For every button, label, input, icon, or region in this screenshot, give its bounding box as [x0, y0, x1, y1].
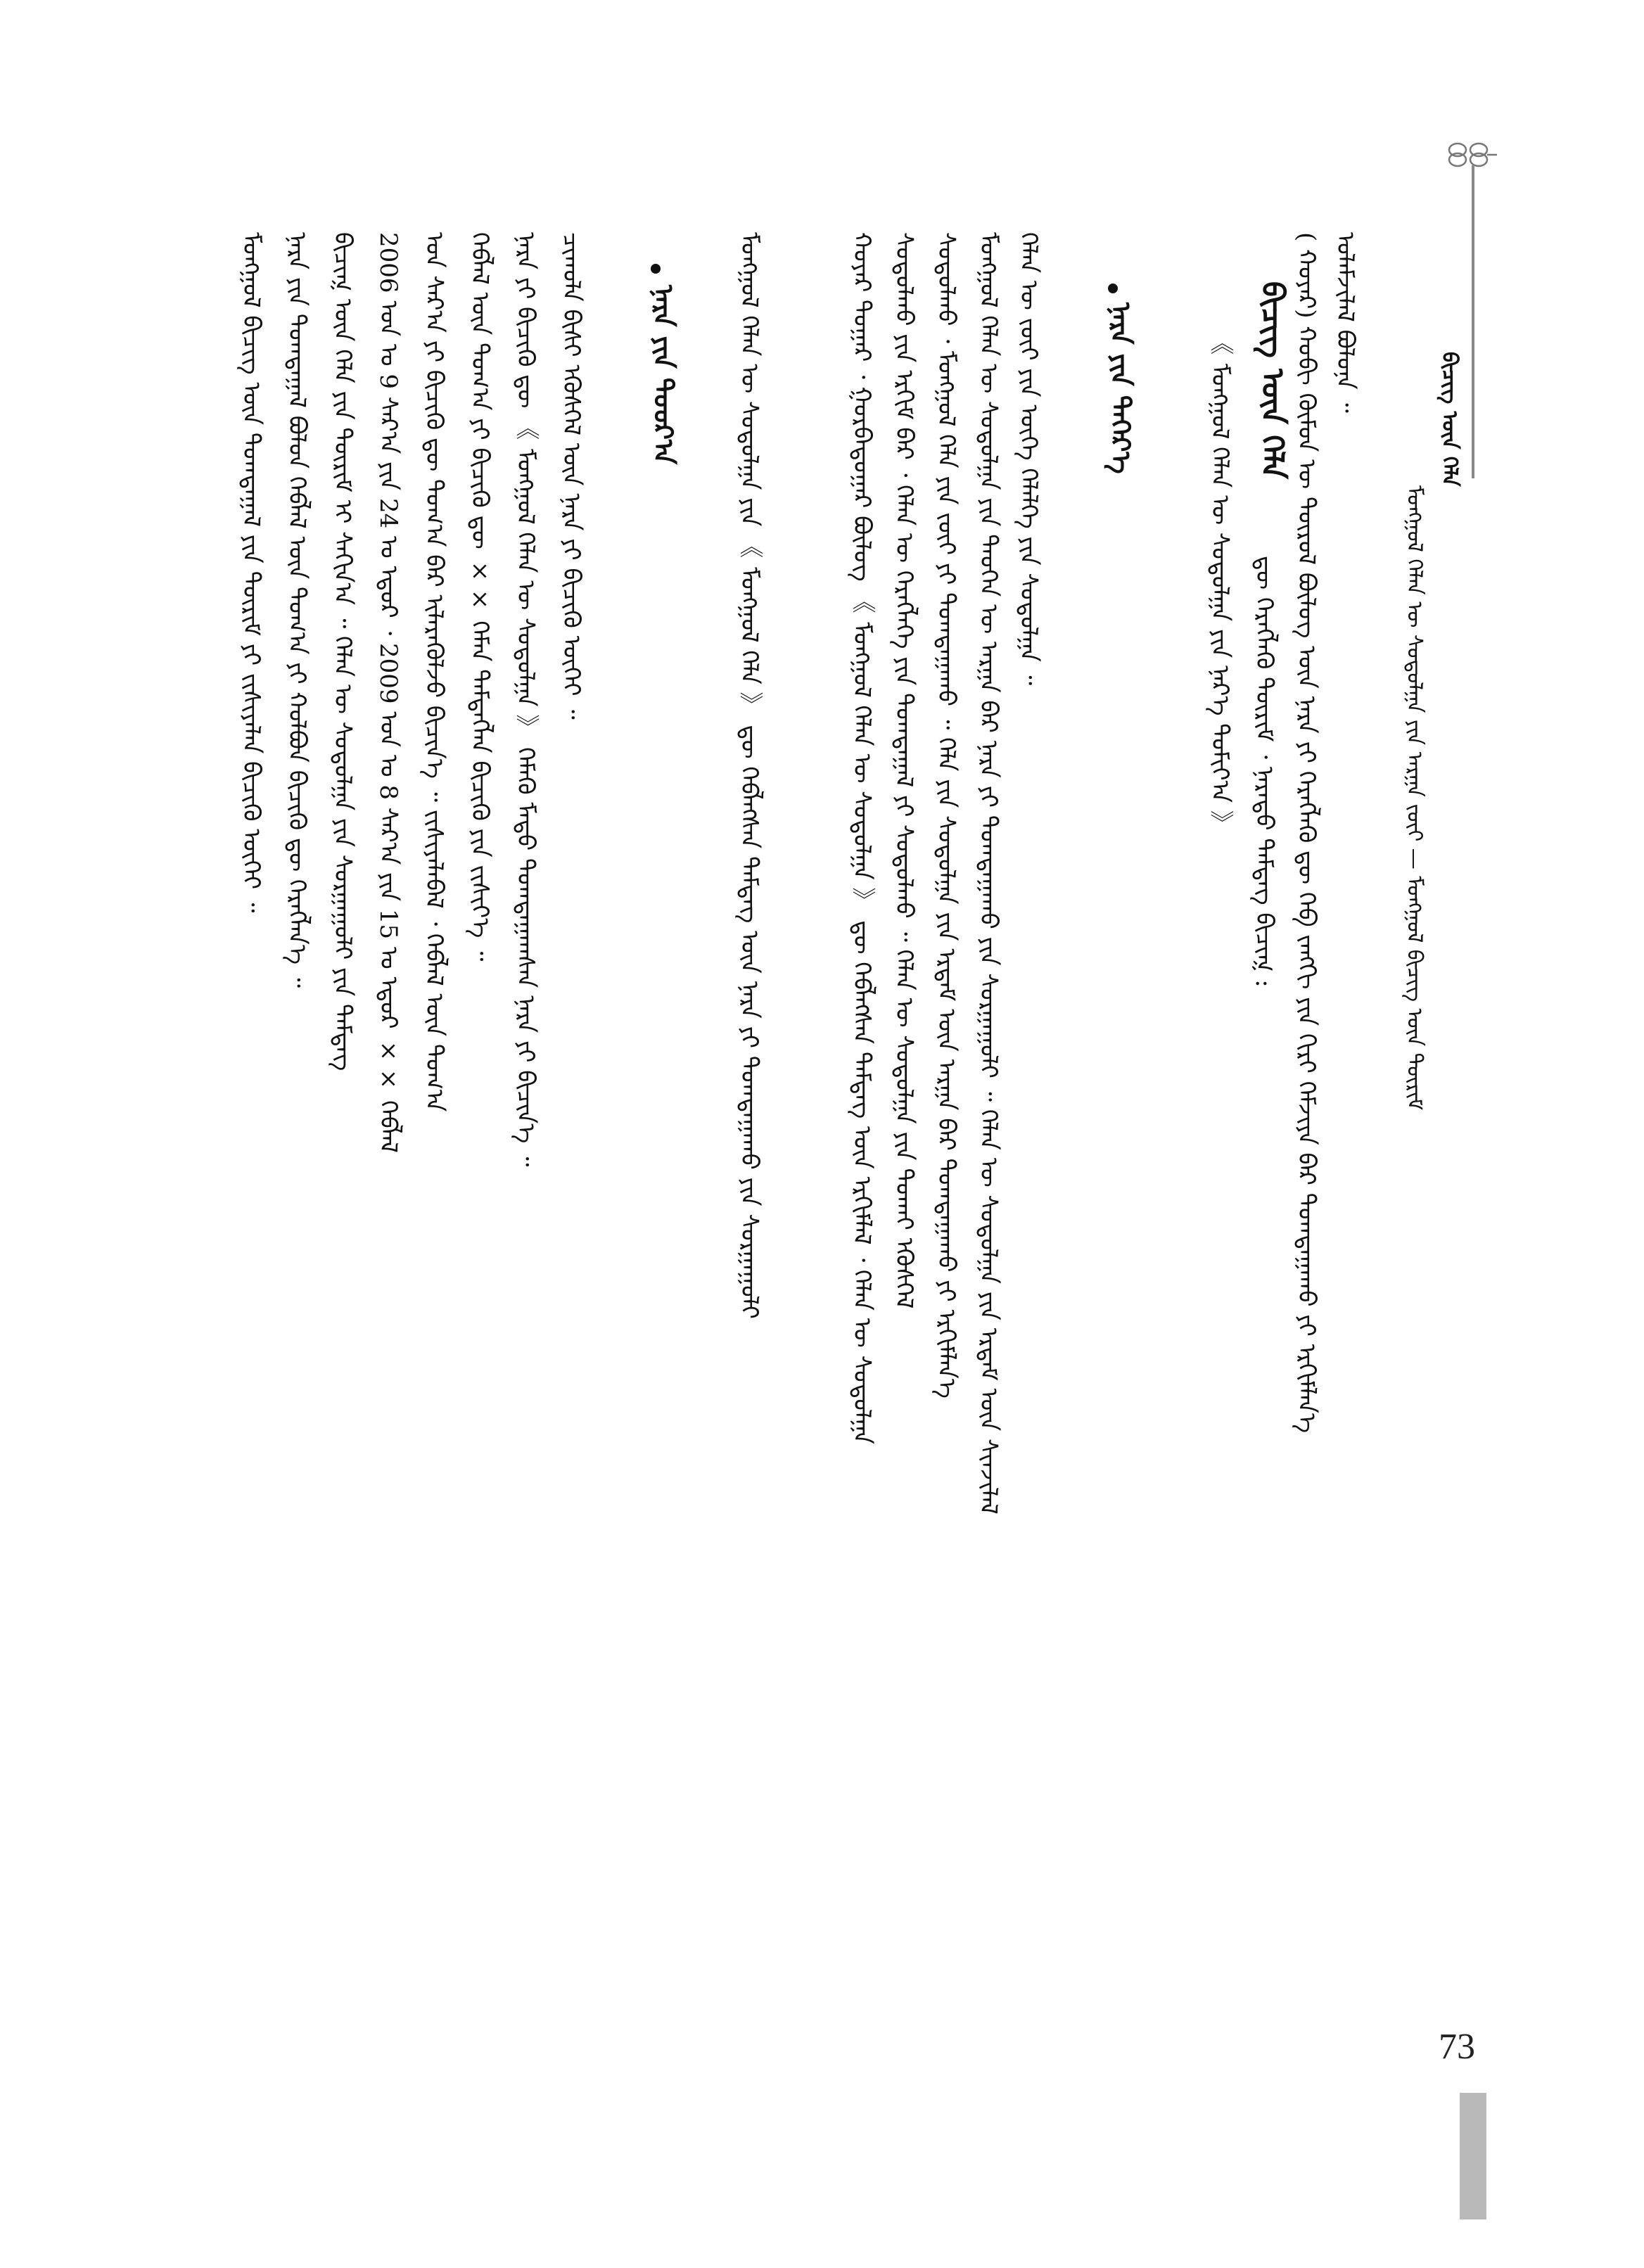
section-heading-text: ᠨᠡᠷᠡ ᠶᠢᠨ ᠳᠣᠣᠷ᠎ᠠ [648, 285, 680, 465]
text-column-8 [888, 232, 919, 2033]
text-column-12 [510, 232, 541, 2033]
text-column-13 [464, 232, 495, 2033]
text-line: ᠨᠡᠷᠡ ᠶᠢ ᠪᠢᠴᠢᠬᠦ ᠳᠦ 《 ᠮᠣᠩᠭᠣᠯ ᠬᠡᠯᠡᠨ ᠦ ᠰᠤᠳᠤᠯᠭᠠ 》 ᠬᠡᠮᠡᠬᠦ ᠮᠡᠲᠦ ᠲᠣᠭᠲᠠᠭᠠᠭᠰᠠᠨ ᠨᠡᠷᠡ ᠶᠢ ᠪᠢᠴᠢᠨ᠎ᠡ ᠃ [511, 232, 540, 1167]
emphasized-term [1245, 281, 1299, 479]
text-line: ᠬᠡᠪᠯᠡᠯ ᠦᠨ ᠲᠣᠭ᠎ᠠ ᠶᠢ ᠪᠢᠴᠢᠬᠦ ᠳᠦ ×× ᠬᠡᠮᠡᠨ ᠲᠡᠮᠳᠡᠭᠯᠡᠨ ᠪᠢᠴᠢᠬᠦ ᠶᠢᠨ ᠵᠢᠱᠢᠶ᠎ᠡ ᠃ [466, 232, 494, 962]
text-column-15 [373, 232, 404, 2033]
text-column-11 [556, 232, 587, 809]
text-column-18 [236, 232, 267, 2033]
text-line: 2006 ᠣᠨ ᠤ 9 ᠰᠠᠷ᠎ᠠ ᠶᠢᠨ 24 ᠤ ᠡᠳᠦᠷ ᠂ 2009 ᠣᠨ ᠤ 8 ᠰᠠᠷ᠎ᠠ ᠶᠢᠨ 15 ᠤ ᠡᠳᠦᠷ ×× ᠬᠡᠪᠯᠡᠯ [374, 232, 402, 1153]
section-bullet-icon [651, 264, 661, 274]
text-line: ᠬᠣᠶᠠᠷ ᠳᠤᠭᠠᠷ ᠂ ᠭᠤᠷᠪᠠᠳᠤᠭᠠᠷ ᠪᠦᠯᠦᠭ 《 ᠮᠣᠩᠭᠣᠯ ᠬᠡᠯᠡᠨ ᠦ ᠰᠤᠳᠤᠯᠭᠠ 》 ᠳᠦ ᠬᠡᠪᠯᠡᠭᠰᠡᠨ ᠲᠡᠮᠳᠡᠭ ᠦᠨ ᠡᠷᠬᠢᠮᠯᠡᠯ ᠂ ᠬᠡᠯᠡᠨ ᠦ ᠰᠤᠳᠤᠯᠭᠠ [848, 232, 876, 1445]
text-column-16 [327, 232, 358, 2033]
running-header-text: ᠮᠣᠩᠭᠣᠯ ᠬᠡᠯᠡᠨ ᠦ ᠰᠤᠳᠤᠯᠭᠠ ᠶᠢᠨ ᠠᠷᠭᠠ ᠵᠦᠢ — ᠮᠣᠩᠭᠣᠯ ᠪᠢᠴᠢᠭ ᠦᠨ ᠳᠦᠷᠢᠮ [1402, 485, 1427, 1111]
text-line: ᠮᠣᠩᠭᠣᠯ ᠬᠡᠯᠡᠨ ᠦ ᠰᠤᠳᠤᠯᠭᠠ ᠶᠢᠨ ᠲᠡᠦᠬᠡᠨ ᠦ ᠠᠷᠭᠠ ᠪᠠᠷ ᠨᠡᠷᠡ ᠶᠢ ᠲᠣᠭᠲᠠᠭᠠᠬᠤ ᠶᠢᠨ ᠰᠤᠷᠭᠠᠭᠤᠯᠢ ᠃ ᠬᠡᠯᠡᠨ ᠦ ᠰᠤᠳᠤᠯᠭᠠ ᠶᠢᠨ ᠡᠷᠳᠡᠮ ᠦᠨ ᠰᠢᠨᠵᠢᠯᠡᠯ [974, 232, 1002, 1515]
emphasized-term-text: ᠪᠢᠴᠢᠭ ᠦᠨ ᠬᠡᠯᠡ [1254, 281, 1290, 479]
text-line: ᠬᠡᠯᠡᠨ ᠦ ᠵᠦᠢ ᠶᠢᠨ ᠦᠭᠡ ᠬᠡᠯᠡᠯᠭᠡ ᠶᠢᠨ ᠰᠤᠳᠤᠯᠭᠠ ᠃ [1014, 232, 1043, 686]
running-header-subtitle [1435, 352, 1463, 499]
page-number-text: 73 [1439, 2027, 1475, 2067]
knot-ornament-icon [1444, 141, 1498, 169]
running-header-subtitle-text: ᠪᠢᠴᠢᠭ ᠦᠨ ᠬᠡᠯᠡ [1437, 352, 1462, 487]
text-line: ᠪᠢᠴᠢᠭ᠍ ᠦᠨ ᠬᠡᠯᠡ ᠶᠢᠨ ᠳᠦᠷᠢᠮ ᠢ ᠰᠠᠬᠢᠨ᠎ᠠ ᠃ ᠬᠡᠯᠡᠨ ᠦ ᠰᠤᠳᠤᠯᠭᠠ ᠶᠢᠨ ᠰᠤᠷᠭᠠᠭᠤᠯᠢ ᠶᠢᠨ ᠲᠡᠮᠳᠡᠭ [329, 232, 357, 1071]
text-line: ᠮᠣᠩᠭᠣᠯ ᠬᠡᠯᠡᠨ ᠦ ᠰᠤᠳᠤᠯᠭᠠ ᠶᠢᠨ 《 ᠮᠣᠩᠭᠣᠯ ᠬᠡᠯᠡ 》 ᠳᠦ ᠬᠡᠪᠯᠡᠭᠰᠡᠨ ᠲᠡᠮᠳᠡᠭ ᠦᠨ ᠨᠡᠷᠡ ᠶᠢ ᠲᠣᠭᠲᠠᠭᠠᠬᠤ ᠶᠢᠨ ᠰᠤᠷᠭᠠᠭᠤᠯᠢ [735, 232, 763, 1319]
section-bullet-icon [1108, 284, 1118, 293]
thumb-tab [1460, 2093, 1486, 2219]
text-column-10 [734, 232, 765, 2033]
text-column-14 [419, 232, 450, 2033]
text-line: ᠳᠦ ᠬᠡᠷᠡᠭᠯᠡᠬᠦ ᠳᠦᠷᠢᠮ ᠂ ᠨᠡᠷᠡᠲᠦ ᠲᠡᠮᠳᠡᠭ ᠪᠢᠴᠢᠭ᠍ : [1250, 556, 1278, 988]
text-column-3 [1249, 556, 1280, 2033]
text-line: ᠮᠣᠩᠭᠣᠯ ᠪᠢᠴᠢᠭ ᠦᠨ ᠲᠣᠭᠲᠠᠭᠠᠯ ᠶᠢᠨ ᠳᠦᠷᠢᠮ ᠶᠢ ᠵᠢᠱᠢᠶᠡᠯᠡᠨ ᠪᠢᠴᠢᠬᠦ ᠦᠭᠡᠢ ᠃ [237, 232, 265, 913]
page-number [1439, 2026, 1475, 2068]
text-column-2 [1291, 232, 1322, 2033]
header-rule [1472, 165, 1474, 478]
text-column-4 [1204, 331, 1235, 1315]
text-line: 《 ᠮᠣᠩᠭᠣᠯ ᠬᠡᠯᠡᠨ ᠦ ᠰᠤᠳᠤᠯᠭᠠ ᠶᠢᠨ ᠨᠡᠷ᠎ᠡ ᠲᠣᠮᠢᠶ᠎ᠠ 》 [1206, 331, 1234, 835]
text-column-1 [1330, 232, 1361, 1076]
running-header [1400, 485, 1428, 1541]
text-line: ᠨᠡᠷᠡ ᠶᠢᠨ ᠲᠣᠭᠲᠠᠭᠠᠯ ᠪᠣᠯᠤᠨ ᠬᠡᠪᠯᠡᠯ ᠦᠨ ᠲᠣᠭ᠎ᠠ ᠶᠢ ᠬᠣᠯᠪᠣᠨ ᠪᠢᠴᠢᠬᠦ ᠳᠦ ᠬᠡᠷᠡᠭᠯᠡᠨ᠎ᠡ ᠃ [283, 232, 311, 988]
text-line: ( ᠬᠣᠶᠠᠷ) ᠬᠤᠪᠢ ᠬᠦᠮᠦᠨ ᠦ ᠲᠦᠷᠦᠯ ᠪᠦᠯᠦᠭ ᠦᠨ ᠨᠡᠷᠡ ᠶᠢ ᠬᠡᠷᠡᠭᠯᠡᠬᠦ ᠳᠦ ᠬᠡᠪ ᠵᠠᠩᠭᠢ ᠶᠢᠨ ᠬᠢᠷᠢ ᠬᠡᠮᠵᠢᠶᠡ ᠪᠠᠷ ᠲᠣᠭᠲᠠᠭᠠᠬᠤ ᠶᠢ ᠡᠷᠬᠢᠮᠯᠡᠨ᠎ᠡ [1292, 232, 1320, 1433]
text-column-17 [281, 232, 312, 2033]
text-line: ᠣᠨ ᠰᠠᠷ᠎ᠠ ᠶᠢ ᠪᠢᠴᠢᠬᠦ ᠳᠦ ᠲᠣᠭ᠎ᠠ ᠪᠠᠷ ᠢᠯᠡᠷᠡᠭᠦᠯᠵᠦ ᠪᠢᠴᠢᠨ᠎ᠡ ᠃ ᠵᠢᠱᠢᠶᠡᠯᠡᠪᠡᠯ ᠂ ᠬᠡᠪᠯᠡᠯ ᠦᠨ ᠲᠣᠭ᠎ᠠ [420, 232, 448, 1112]
text-line: ᠴᠢᠬᠤᠯᠠ ᠪᠢᠰᠢ ᠡᠭᠦᠰᠭᠡᠯ ᠦᠨ ᠨᠡᠷᠡ ᠶᠢ ᠪᠢᠴᠢᠬᠦ ᠦᠭᠡᠢ ᠃ [557, 232, 585, 720]
section-heading [640, 285, 687, 464]
text-column-6 [973, 232, 1004, 2033]
section-heading [1097, 302, 1144, 474]
text-line: ᠰᠤᠳᠤᠯᠬᠤ ᠶᠢᠨ ᠡᠷᠬᠢᠮ ᠪᠠᠷ ᠂ ᠬᠡᠯᠡᠨ ᠦ ᠬᠡᠷᠡᠭᠯᠡᠭᠡ ᠶᠢᠨ ᠲᠣᠭᠲᠠᠭᠠᠯ ᠶᠢ ᠰᠤᠳᠤᠯᠬᠤ ᠃ ᠬᠡᠯᠡᠨ ᠦ ᠰᠤᠳᠤᠯᠭᠠ ᠶᠢᠨ ᠲᠤᠬᠠᠢ ᠡᠭᠦᠰᠭᠡᠯ [890, 232, 918, 1309]
text-column-7 [931, 232, 962, 2033]
text-line: ᠰᠤᠳᠤᠯᠬᠤ ᠂ ᠮᠣᠩᠭᠣᠯ ᠬᠡᠯᠡ ᠶᠢᠨ ᠵᠦᠢ ᠶᠢ ᠲᠣᠭᠲᠠᠭᠠᠬᠤ ᠃ ᠬᠡᠯᠡ ᠶᠢᠨ ᠰᠤᠳᠤᠯᠭᠠ ᠶᠢᠨ ᠡᠷᠳᠡᠮ ᠦᠨ ᠠᠷᠭᠠ ᠪᠠᠷ ᠲᠣᠭᠲᠠᠭᠠᠬᠤ ᠶᠢ ᠡᠷᠬᠢᠮᠯᠡᠨ᠎ᠡ [932, 232, 960, 1399]
text-line: ᠤᠯᠠᠮᠵᠢᠯᠠᠯ ᠪᠤᠯᠤᠨᠠ ᠃ [1331, 232, 1359, 413]
text-column-9 [846, 232, 877, 2033]
text-column-5 [1013, 232, 1044, 767]
section-heading-text: ᠨᠡᠷᠡ ᠶᠢᠨ ᠳᠡᠭᠡᠷ᠎ᠡ [1105, 302, 1137, 474]
